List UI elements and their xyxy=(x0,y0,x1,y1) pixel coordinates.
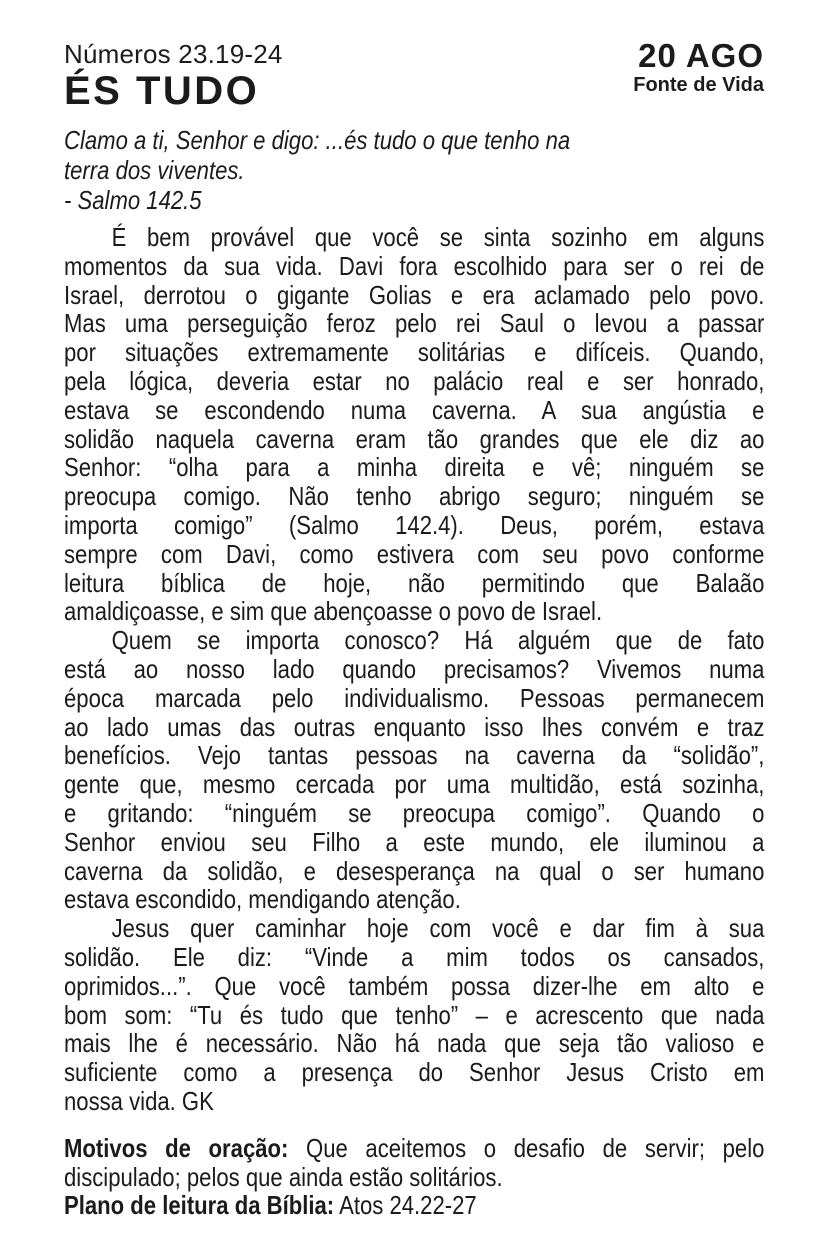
reading-plan-line xyxy=(64,1191,764,1220)
text-line: amaldiçoasse, e sim que abençoasse o povo de Israel. xyxy=(64,596,603,627)
text-line: caverna da solidão, e desesperança na qual o ser humano xyxy=(64,855,765,886)
text-line: terra dos viventes. xyxy=(64,155,245,185)
text-line: benefícios. Vejo tantas pessoas na caverna da “solidão”, xyxy=(64,740,765,771)
text-line: preocupa comigo. Não tenho abrigo seguro; ninguém se xyxy=(64,481,765,512)
text-line: estava se escondendo numa caverna. A sua angústia e xyxy=(64,394,765,425)
text-line: oprimidos...”. Que você também possa dizer-lhe em alto e xyxy=(64,970,765,1001)
prayer-motives-continued: discipulado; pelos que ainda estão solitários. xyxy=(64,1161,503,1192)
devotional-text xyxy=(64,223,764,1116)
text-line: Clamo a ti, Senhor e digo: ...és tudo o que tenho na xyxy=(64,125,571,155)
text-line: por situações extremamente solitárias e difíceis. Quando, xyxy=(64,337,765,368)
text-line: está ao nosso lado quando precisamos? Vivemos numa xyxy=(64,653,765,684)
text-line: época marcada pelo individualismo. Pessoas permanecem xyxy=(64,682,765,713)
page-header xyxy=(64,37,764,113)
brand-label: Fonte de Vida xyxy=(633,74,764,96)
reading-plan-text: Atos 24.22-27 xyxy=(334,1190,477,1221)
paragraph-1 xyxy=(64,223,764,626)
text-line: Mas uma perseguição feroz pelo rei Saul o levou a passar xyxy=(64,308,765,339)
text-line: e gritando: “ninguém se preocupa comigo”. Quando o xyxy=(64,797,765,828)
text-line: nossa vida. GK xyxy=(64,1085,214,1116)
text-line: estava escondido, mendigando atenção. xyxy=(64,884,461,915)
text-line: momentos da sua vida. Davi fora escolhido para ser o rei de xyxy=(64,250,765,281)
text-line: Israel, derrotou o gigante Golias e era aclamado pelo povo. xyxy=(64,279,765,310)
text-line: solidão. Ele diz: “Vinde a mim todos os cansados, xyxy=(64,941,765,972)
text-line: gente que, mesmo cercada por uma multidão, está sozinha, xyxy=(64,769,765,800)
text-line: Senhor: “olha para a minha direita e vê; ninguém se xyxy=(64,452,765,483)
verse-quote xyxy=(64,125,764,215)
text-line: sempre com Davi, como estivera com seu povo conforme xyxy=(64,538,765,569)
text-line: ao lado umas das outras enquanto isso lhes convém e traz xyxy=(64,711,765,742)
prayer-motives-text: Que aceitemos o desafio de servir; pelo xyxy=(288,1132,765,1163)
header-right xyxy=(633,37,764,96)
text-line: Jesus quer caminhar hoje com você e dar fim à sua xyxy=(111,913,765,944)
text-line: importa comigo” (Salmo 142.4). Deus, porém, estava xyxy=(64,509,765,540)
prayer-motives-line xyxy=(64,1134,764,1163)
page-footer xyxy=(64,1134,764,1220)
reading-plan-label: Plano de leitura da Bíblia: xyxy=(64,1190,335,1221)
text-line: mais lhe é necessário. Não há nada que seja tão valioso e xyxy=(64,1028,765,1059)
prayer-motives-label: Motivos de oração: xyxy=(64,1132,289,1163)
text-line: suficiente como a presença do Senhor Jesus Cristo em xyxy=(64,1057,765,1088)
text-line: bom som: “Tu és tudo que tenho” – e acrescento que nada xyxy=(64,999,765,1030)
page-title: ÉS TUDO xyxy=(64,69,260,113)
scripture-reference: Números 23.19-24 xyxy=(64,39,283,69)
header-left xyxy=(64,41,283,111)
text-line: pela lógica, deveria estar no palácio real e ser honrado, xyxy=(64,365,765,396)
text-line: É bem provável que você se sinta sozinho em alguns xyxy=(111,222,765,252)
text-line: Senhor enviou seu Filho a este mundo, ele iluminou a xyxy=(64,826,765,857)
paragraph-2 xyxy=(64,626,764,914)
text-line: - Salmo 142.5 xyxy=(64,185,202,215)
text-line: leitura bíblica de hoje, não permitindo que Balaão xyxy=(64,567,765,598)
text-line: solidão naquela caverna eram tão grandes que ele diz ao xyxy=(64,423,765,454)
text-column xyxy=(64,125,764,1220)
paragraph-3 xyxy=(64,914,764,1116)
text-line: Quem se importa conosco? Há alguém que de fato xyxy=(111,625,765,656)
date-label: 20 AGO xyxy=(638,37,764,74)
